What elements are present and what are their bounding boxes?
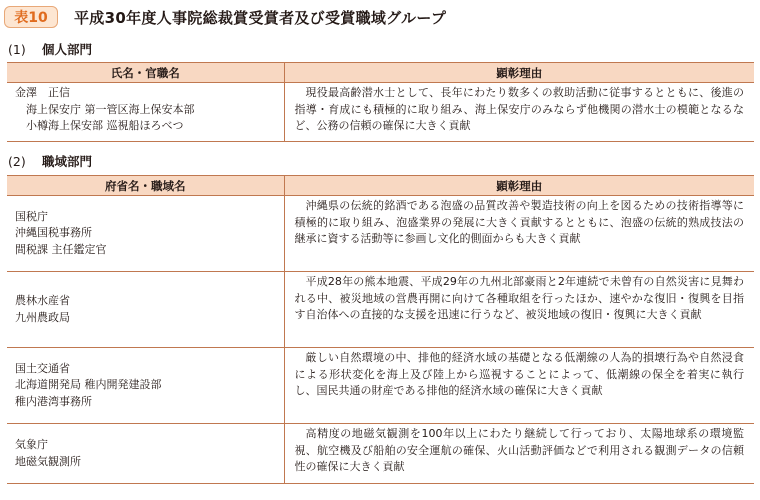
name-line: 地磁気観測所 [15, 454, 81, 468]
name-line: 間税課 主任鑑定官 [15, 242, 107, 256]
reason-cell [284, 348, 754, 424]
name-line: 小樽海上保安部 巡視船ほろべつ [26, 119, 184, 132]
individual-awards-table [7, 62, 754, 142]
column-header-name: 府省名・職域名 [7, 176, 284, 196]
name-line: 九州農政局 [15, 310, 70, 324]
section-number: (2) [8, 154, 26, 169]
column-header-reason: 顕彰理由 [284, 176, 754, 196]
name-cell [7, 348, 284, 424]
reason-text: 現役最高齢潜水士として、長年にわたり数多くの救助活動に従事するとともに、後進の指導・育成にも積極的に取り組み、海上保安庁のみならず他機関の潜水士の模範となるなど、公務の信頼の確保に大きく貢献 [294, 86, 744, 132]
table-header-row [7, 63, 754, 83]
reason-cell [284, 424, 754, 484]
section-label: 職域部門 [42, 154, 93, 169]
table-row [7, 272, 754, 348]
name-line: 国土交通省 [15, 361, 70, 375]
table-row [7, 424, 754, 484]
name-line: 沖縄国税事務所 [15, 226, 92, 240]
name-line: 気象庁 [15, 438, 48, 451]
section-group-heading [8, 152, 92, 170]
table-number-badge: 表10 [4, 6, 58, 28]
title-row [4, 5, 446, 29]
name-line: 北海道開発局 稚内開発建設部 [15, 378, 162, 392]
section-individual-heading [8, 40, 92, 58]
name-line: 稚内港湾事務所 [15, 394, 92, 408]
name-line: 農林水産省 [15, 294, 70, 307]
page-title: 平成30年度人事院総裁賞受賞者及び受賞職域グループ [74, 8, 447, 27]
table-header-row [7, 176, 754, 196]
table-row [7, 83, 754, 142]
column-header-reason: 顕彰理由 [284, 63, 754, 83]
name-line: 国税庁 [15, 209, 48, 223]
section-number: (1) [8, 42, 26, 57]
section-label: 個人部門 [42, 42, 93, 57]
name-cell [7, 424, 284, 484]
name-cell [7, 83, 284, 142]
reason-cell [284, 196, 754, 272]
table-row [7, 196, 754, 272]
name-line: 海上保安庁 第一管区海上保安本部 [26, 102, 195, 116]
reason-cell [284, 272, 754, 348]
group-awards-table [7, 175, 754, 484]
reason-text: 沖縄県の伝統的銘酒である泡盛の品質改善や製造技術の向上を図るための技術指導等に積極的に取り組み、泡盛業界の発展に大きく貢献するとともに、泡盛の伝統的熟成技法の継承に資する活動等に参画し文化的側面からも大きく貢献 [294, 199, 744, 245]
reason-text: 高精度の地磁気観測を100年以上にわたり継続して行っており、太陽地球系の環境監視、航空機及び船舶の安全運航の確保、火山活動評価などで利用される観測データの信頼性の確保に大きく貢献 [294, 427, 744, 473]
reason-cell [284, 83, 754, 142]
reason-text: 厳しい自然環境の中、排他的経済水域の基礎となる低潮線の人為的損壊行為や自然浸食による形状変化を海上及び陸上から巡視することによって、低潮線の保全を着実に執行し、国民共通の財産である排他的経済水域の確保に大きく貢献 [294, 351, 744, 397]
name-cell [7, 272, 284, 348]
reason-text: 平成28年の熊本地震、平成29年の九州北部豪雨と2年連続で未曾有の自然災害に見舞われる中、被災地域の営農再開に向けて各種取組を行ったほか、速やかな復旧・復興を目指す自治体への直接的な支援を迅速に行うなど、被災地域の復旧・復興に大きく貢献 [294, 275, 744, 321]
table-row [7, 348, 754, 424]
name-cell [7, 196, 284, 272]
name-line: 金澤 正信 [15, 86, 70, 99]
column-header-name: 氏名・官職名 [7, 63, 284, 83]
